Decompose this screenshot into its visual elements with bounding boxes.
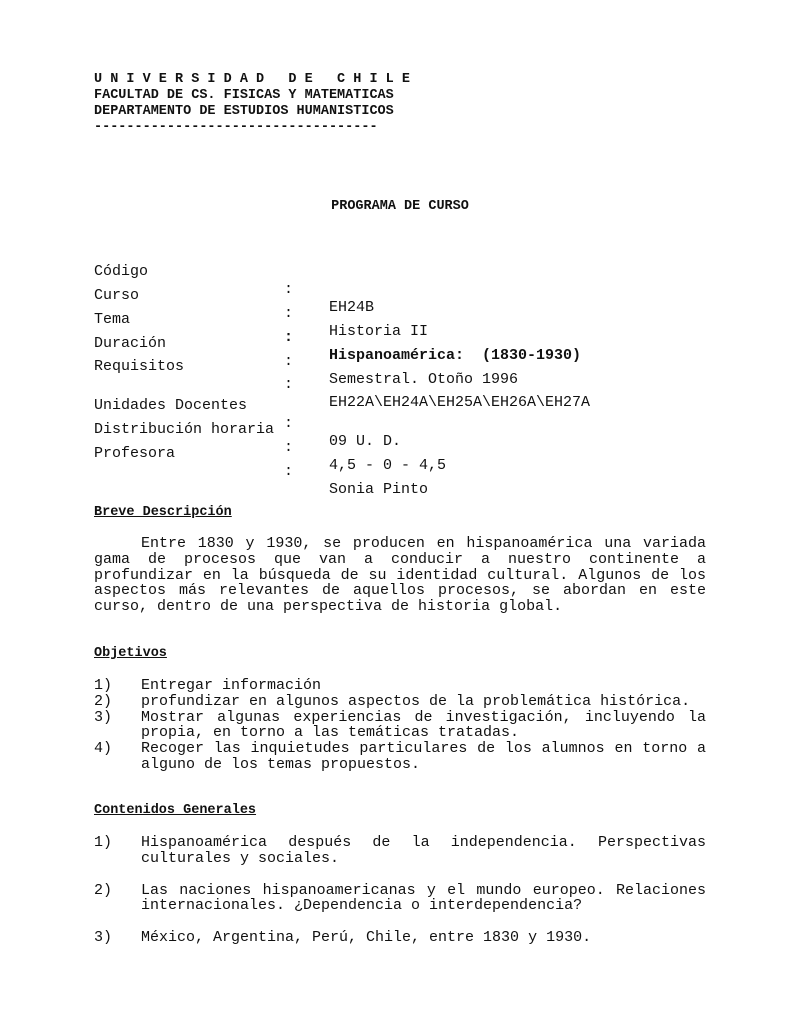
info-value: Historia II [329, 323, 429, 340]
university-name: U N I V E R S I D A D D E C H I L E [94, 72, 410, 87]
info-colon: : [284, 415, 294, 432]
info-label: Distribución horaria [94, 421, 275, 438]
info-label: Unidades Docentes [94, 397, 248, 414]
info-colon: : [284, 281, 294, 298]
list-item-text: Entregar información [141, 677, 322, 694]
list-item-number: 2) [94, 881, 113, 899]
list-item-text: Mostrar algunas experiencias de investigación, incluyendo la propia, en torno a las temáticas tratadas. [141, 708, 706, 742]
info-colon: : [284, 376, 294, 393]
info-value: 09 U. D. [329, 433, 402, 450]
list-item-number: 1) [94, 677, 113, 694]
list-item-text: Hispanoamérica después de la independencia. Perspectivas culturales y sociales. [141, 834, 706, 867]
info-colon: : [284, 305, 294, 322]
info-colon: : [284, 463, 294, 480]
info-value: EH24B [329, 299, 375, 316]
list-item [94, 741, 706, 773]
info-label: Profesora [94, 445, 176, 462]
info-label: Código [94, 263, 149, 280]
info-value: Hispanoamérica: (1830-1930) [329, 347, 582, 364]
section-heading-contenidos: Contenidos Generales [94, 803, 257, 818]
list-item-number: 4) [94, 740, 113, 758]
list-item-text: profundizar en algunos aspectos de la problemática histórica. [141, 692, 691, 710]
list-item [94, 883, 706, 915]
list-item [94, 694, 706, 710]
page-title-text: PROGRAMA DE CURSO [331, 199, 469, 214]
info-label: Duración [94, 335, 167, 352]
list-item-number: 3) [94, 929, 113, 947]
department-name: DEPARTAMENTO DE ESTUDIOS HUMANISTICOS [94, 104, 394, 119]
list-item [94, 835, 706, 867]
info-label: Requisitos [94, 358, 185, 375]
info-value: Sonia Pinto [329, 481, 429, 498]
contenidos-list [94, 835, 706, 946]
header-rule: ----------------------------------- [94, 120, 378, 135]
list-item-text: Recoger las inquietudes particulares de los alumnos en torno a alguno de los temas propuestos. [141, 740, 706, 773]
list-item-text: Las naciones hispanoamericanas y el mundo europeo. Relaciones internacionales. ¿Dependencia o interdependencia? [141, 881, 706, 915]
page-title [0, 199, 800, 214]
list-item-text: México, Argentina, Perú, Chile, entre 1830 y 1930. [141, 929, 592, 947]
section-heading-descripcion: Breve Descripción [94, 505, 232, 520]
info-colon: : [284, 353, 294, 370]
info-value: 4,5 - 0 - 4,5 [329, 457, 447, 474]
list-item [94, 710, 706, 742]
list-item [94, 930, 706, 946]
list-item-number: 1) [94, 834, 113, 851]
info-value: EH22A\EH24A\EH25A\EH26A\EH27A [329, 394, 591, 411]
descripcion-paragraph [94, 536, 706, 615]
section-heading-objetivos: Objetivos [94, 646, 167, 661]
list-item [94, 678, 706, 694]
descripcion-text: Entre 1830 y 1930, se producen en hispanoamérica una variada gama de procesos que van a conducir a nuestro continente a profundizar en la búsqueda de su identidad cultural. Algunos de los aspectos más relevantes de aquellos procesos, se abordan en este curso, dentro de una perspectiva de historia global. [94, 535, 706, 616]
info-value: Semestral. Otoño 1996 [329, 371, 519, 388]
list-item-number: 3) [94, 708, 113, 726]
objetivos-list [94, 678, 706, 773]
info-colon: : [284, 439, 294, 456]
info-label: Curso [94, 287, 140, 304]
list-item-number: 2) [94, 692, 113, 710]
info-label: Tema [94, 311, 131, 328]
faculty-name: FACULTAD DE CS. FISICAS Y MATEMATICAS [94, 88, 394, 103]
info-colon: : [284, 329, 294, 346]
